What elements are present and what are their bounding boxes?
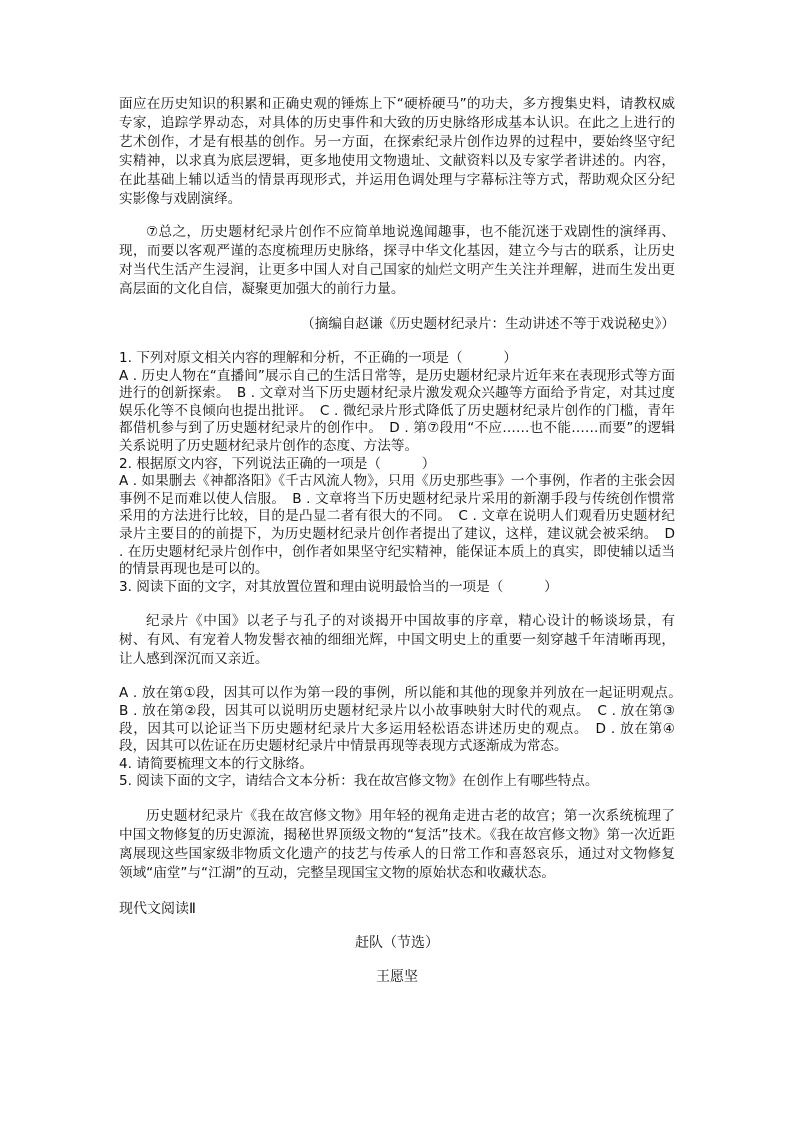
passage-paragraph-6: 面应在历史知识的积累和正确史观的锤炼上下“硬桥硬马”的功夫，多方搜集史料，请教权威专家，追踪学界动态，对具体的历史事件和大致的历史脉络形成基本认识。在此之上进行的艺术创作，才是有根基的创作。另一方面，在探索纪录片创作边界的过程中，要始终坚守纪实精神，以求真为底层逻辑，更多地使用文物遗址、文献资料以及专家学者讲述的。内容，在此基础上辅以适当的情景再现形式，并运用色调处理与字幕标注等方式，帮助观众区分纪实影像与戏剧演绎。 xyxy=(119,96,675,207)
story-author: 王愿坚 xyxy=(376,968,418,985)
question-2-options: A . 如果删去《神都洛阳》《千古风流人物》，只用《历史那些事》一个事例，作者的主张会因事例不足而难以使人信服。 B . 文章将当下历史题材纪录片采用的新潮手段与传统创作惯常采用的方法进行比较，目的是凸显二者有很大的不同。 C . 文章在说明人们观看历史题材纪录片主要目的的前提下，为历史题材纪录片创作者提出了建议，这样，建议就会被采纳。 D . 在历史题材纪录片创作中，创作者如果坚守纪实精神，能保证本质上的真实，即使辅以适当的情景再现也是可以的。 xyxy=(119,473,675,578)
question-4-stem: 4. 请简要梳理文本的行文脉络。 xyxy=(119,755,314,772)
question-1-options: A . 历史人物在“直播间”展示自己的生活日常等，是历史题材纪录片近年来在表现形式等方面进行的创新探索。 B . 文章对当下历史题材纪录片激发观众兴趣等方面给予肯定，对其过度娱乐化等不良倾向也提出批评。 C . 微纪录片形式降低了历史题材纪录片创作的门槛，青年都借机参与到了历史题材纪录片的创作中。 D . 第⑦段用“不应……也不能……而要”的逻辑关系说明了历史题材纪录片创作的态度、方法等。 xyxy=(119,367,675,454)
question-3-options: A . 放在第①段，因其可以作为第一段的事例，所以能和其他的现象并列放在一起证明观点。 B . 放在第②段，因其可以说明历史题材纪录片以小故事映射大时代的观点。 C . 放在第③段，因其可以论证当下历史题材纪录片大多运用轻松语态讲述历史的观点。 D . 放在第④段，因其可以佐证在历史题材纪录片中情景再现等表现方式逐渐成为常态。 xyxy=(119,685,689,755)
section-heading: 现代文阅读Ⅱ xyxy=(119,900,196,917)
question-5-excerpt: 历史题材纪录片《我在故宫修文物》用年轻的视角走进古老的故宫；第一次系统梳理了中国文物修复的历史源流，揭秘世界顶级文物的“复活”技术。《我在故宫修文物》第一次近距离展现这些国家级非物质文化遗产的技艺与传承人的日常工作和喜怒哀乐，通过对文物修复领域“庙堂”与“江湖”的互动，完整呈现国宝文物的原始状态和收藏状态。 xyxy=(119,807,675,881)
question-3-stem: 3. 阅读下面的文字，对其放置位置和理由说明最恰当的一项是（ ） xyxy=(119,578,558,595)
question-3-excerpt: 纪录片《中国》以老子与孔子的对谈揭开中国故事的序章，精心设计的畅谈场景，有树、有风、有宠着人物发髻衣袖的细细光辉，中国文明史上的重要一刻穿越千年清晰再现，让人感到深沉而又亲近。 xyxy=(119,613,675,668)
question-1-stem: 1. 下列对原文相关内容的理解和分析，不正确的一项是（ ） xyxy=(119,350,517,366)
passage-source: （摘编自赵谦《历史题材纪录片：生动讲述不等于戏说秘史》） xyxy=(301,316,675,332)
question-2-stem: 2. 根据原文内容，下列说法正确的一项是（ ） xyxy=(119,455,436,472)
question-5-stem: 5. 阅读下面的文字，请结合文本分析：我在故宫修文物》在创作上有哪些特点。 xyxy=(119,773,599,790)
story-title: 赶队（节选） xyxy=(355,934,439,951)
passage-paragraph-7: ⑦总之，历史题材纪录片创作不应简单地说逸闻趣事，也不能沉迷于戏剧性的演绎再、现，而要以客观严谨的态度梳理历史脉络，探寻中华文化基因，建立今与古的联系，让历史对当代生活产生浸润，让更多中国人对自己国家的灿烂文明产生关注并理解，进而生发出更高层面的文化自信，凝聚更加强大的前行力量。 xyxy=(119,224,675,297)
document-page xyxy=(119,95,689,987)
